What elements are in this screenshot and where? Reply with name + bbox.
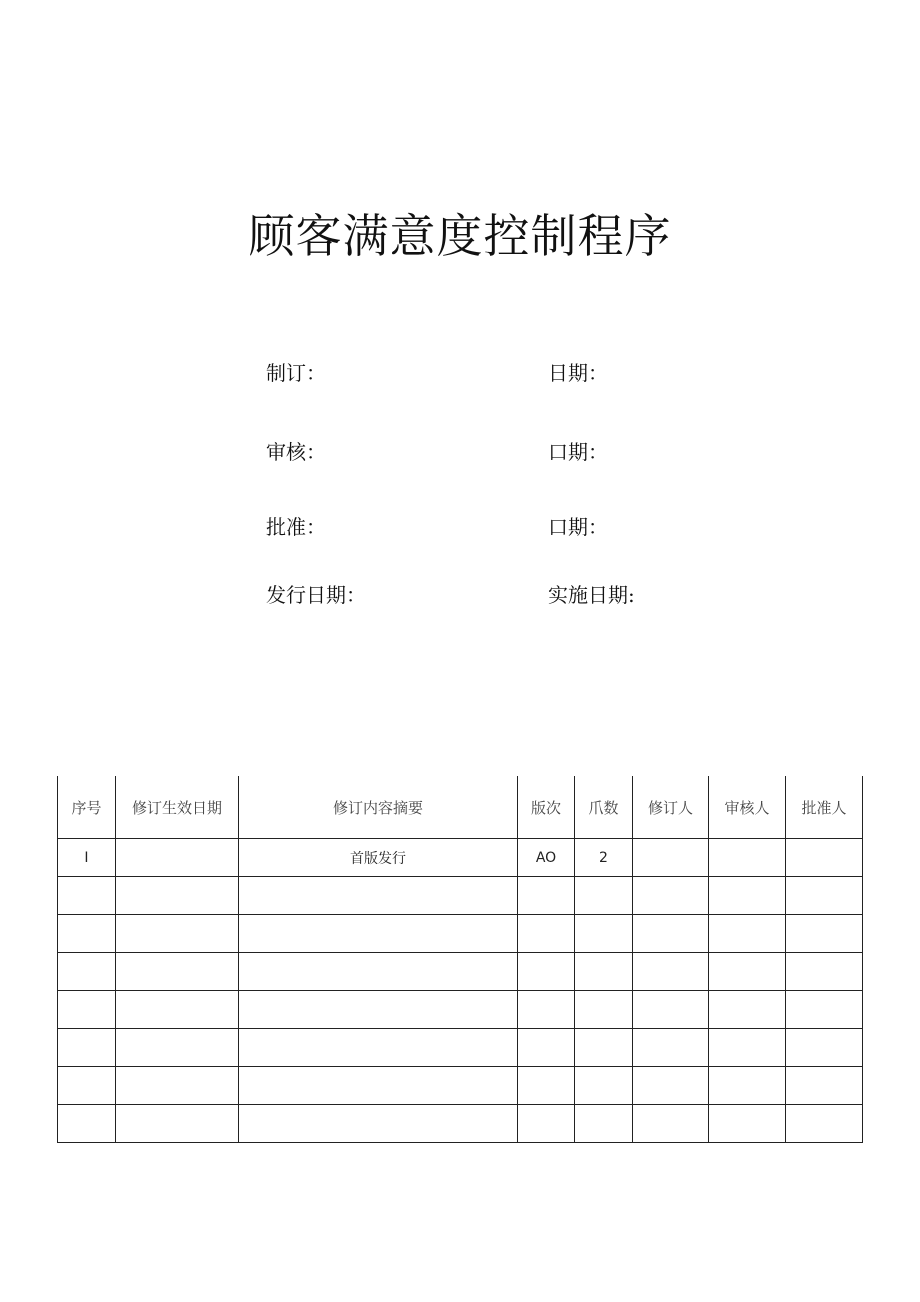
cell-version [518, 1029, 575, 1067]
cell-version [518, 877, 575, 915]
cell-approver [786, 1105, 863, 1143]
cell-approver [786, 839, 863, 877]
cell-reviser [633, 839, 709, 877]
cell-pages [575, 1029, 633, 1067]
cell-version [518, 1067, 575, 1105]
cell-reviewer [709, 1029, 786, 1067]
cell-effective-date [116, 1067, 239, 1105]
cell-seq: I [58, 839, 116, 877]
table-row [58, 1029, 863, 1067]
cell-pages [575, 991, 633, 1029]
drafted-date-label: 日期： [548, 361, 608, 385]
table-row [58, 953, 863, 991]
header-reviewer: 审核人 [709, 776, 786, 839]
cell-summary [239, 953, 518, 991]
cell-summary [239, 1029, 518, 1067]
cell-version: AO [518, 839, 575, 877]
cell-reviewer [709, 1067, 786, 1105]
cell-reviewer [709, 1105, 786, 1143]
cell-version [518, 953, 575, 991]
cell-effective-date [116, 991, 239, 1029]
cell-seq [58, 1067, 116, 1105]
cell-summary [239, 877, 518, 915]
cell-summary: 首版发行 [239, 839, 518, 877]
header-approver: 批准人 [786, 776, 863, 839]
cell-effective-date [116, 839, 239, 877]
table-header-row [58, 776, 863, 839]
cell-reviser [633, 991, 709, 1029]
cell-reviser [633, 877, 709, 915]
cell-effective-date [116, 877, 239, 915]
cell-seq [58, 877, 116, 915]
header-pages: 爪数 [575, 776, 633, 839]
cell-summary [239, 1105, 518, 1143]
table-row [58, 877, 863, 915]
cell-reviewer [709, 877, 786, 915]
issue-date-label: 发行日期： [266, 583, 366, 607]
cell-approver [786, 953, 863, 991]
cell-reviewer [709, 953, 786, 991]
cell-reviewer [709, 915, 786, 953]
document-title: 顾客满意度控制程序 [248, 209, 672, 263]
cell-approver [786, 877, 863, 915]
cell-effective-date [116, 1029, 239, 1067]
header-reviser: 修订人 [633, 776, 709, 839]
cell-seq [58, 991, 116, 1029]
cell-pages [575, 877, 633, 915]
revision-history-table [57, 776, 863, 1143]
cell-reviewer [709, 839, 786, 877]
cell-reviser [633, 1029, 709, 1067]
cell-version [518, 915, 575, 953]
cell-seq [58, 1029, 116, 1067]
header-summary: 修订内容摘要 [239, 776, 518, 839]
table-row [58, 1067, 863, 1105]
header-version: 版次 [518, 776, 575, 839]
approved-by-label: 批准： [266, 515, 326, 539]
cell-approver [786, 1029, 863, 1067]
cell-effective-date [116, 1105, 239, 1143]
reviewed-by-label: 审核： [266, 440, 326, 464]
header-effective-date: 修订生效日期 [116, 776, 239, 839]
cell-reviewer [709, 991, 786, 1029]
cell-approver [786, 915, 863, 953]
table-row [58, 839, 863, 877]
cell-reviser [633, 915, 709, 953]
reviewed-date-label: 口期： [548, 440, 608, 464]
header-seq: 序号 [58, 776, 116, 839]
cell-version [518, 1105, 575, 1143]
cell-pages: 2 [575, 839, 633, 877]
cell-pages [575, 915, 633, 953]
cell-summary [239, 915, 518, 953]
cell-pages [575, 1067, 633, 1105]
cell-pages [575, 953, 633, 991]
cell-approver [786, 991, 863, 1029]
cell-seq [58, 915, 116, 953]
cell-reviser [633, 1105, 709, 1143]
cell-approver [786, 1067, 863, 1105]
cell-summary [239, 991, 518, 1029]
cell-seq [58, 1105, 116, 1143]
table-row [58, 915, 863, 953]
cell-seq [58, 953, 116, 991]
approved-date-label: 口期： [548, 515, 608, 539]
cell-reviser [633, 953, 709, 991]
cell-version [518, 991, 575, 1029]
cell-summary [239, 1067, 518, 1105]
table-row [58, 1105, 863, 1143]
drafted-by-label: 制订： [266, 361, 326, 385]
cell-effective-date [116, 915, 239, 953]
effective-date-label: 实施日期: [548, 583, 635, 607]
cell-reviser [633, 1067, 709, 1105]
table-row [58, 991, 863, 1029]
cell-effective-date [116, 953, 239, 991]
cell-pages [575, 1105, 633, 1143]
